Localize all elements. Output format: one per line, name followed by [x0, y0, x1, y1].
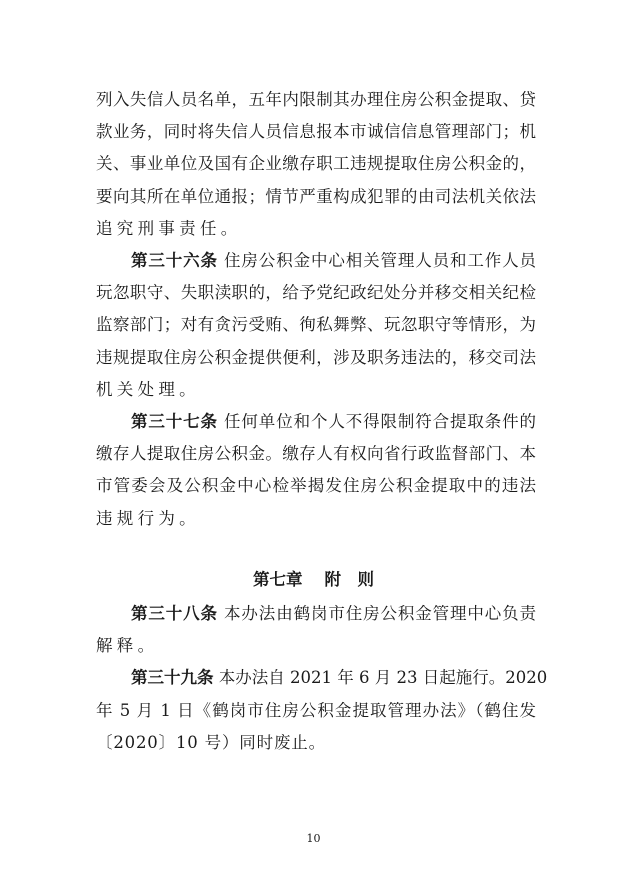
text-line: 列入失信人员名单，五年内限制其办理住房公积金提取、贷 — [96, 90, 536, 109]
text-line: 款业务，同时将失信人员信息报本市诚信信息管理部门；机 — [96, 122, 536, 141]
article-38-title: 第三十八条 — [131, 604, 218, 623]
text-line: 本办法自 2021 年 6 月 23 日起施行。2020 — [218, 668, 548, 687]
text-line: 关、事业单位及国有企业缴存职工违规提取住房公积金的， — [96, 154, 536, 173]
text-line: 要向其所在单位通报；情节严重构成犯罪的由司法机关依法 — [96, 187, 536, 206]
text-line: 违规行为。 — [96, 509, 200, 528]
text-line: 年 5 月 1 日《鹤岗市住房公积金提取管理办法》（鹤住发 — [96, 701, 536, 720]
article-39-first-line — [131, 664, 548, 688]
page-number: 10 — [306, 832, 321, 845]
text-line: 〔2020〕10 号）同时废止。 — [96, 733, 326, 752]
text-line: 玩忽职守、失职渎职的，给予党纪政纪处分并移交相关纪检 — [96, 283, 536, 302]
article-38-first-line — [131, 600, 536, 624]
text-line: 住房公积金中心相关管理人员和工作人员 — [224, 251, 537, 270]
article-39-title: 第三十九条 — [131, 668, 214, 687]
text-line: 解释。 — [96, 636, 159, 655]
article-36-first-line — [131, 247, 536, 271]
text-line: 本办法由鹤岗市住房公积金管理中心负责 — [224, 604, 537, 623]
chapter-heading — [0, 566, 627, 590]
text-line: 违规提取住房公积金提供便利，涉及职务违法的，移交司法 — [96, 348, 536, 367]
text-line: 追究刑事责任。 — [96, 219, 242, 238]
chapter-number: 第七章 — [253, 570, 303, 589]
text-line: 市管委会及公积金中心检举揭发住房公积金提取中的违法 — [96, 476, 536, 495]
chapter-name: 附 则 — [324, 570, 374, 589]
text-line: 任何单位和个人不得限制符合提取条件的 — [224, 412, 537, 431]
article-37-first-line — [131, 408, 536, 432]
article-37-title: 第三十七条 — [131, 412, 218, 431]
text-line: 监察部门；对有贪污受贿、徇私舞弊、玩忽职守等情形，为 — [96, 315, 536, 334]
text-line: 缴存人提取住房公积金。缴存人有权向省行政监督部门、本 — [96, 444, 536, 463]
text-line: 机关处理。 — [96, 380, 200, 399]
article-36-title: 第三十六条 — [131, 251, 218, 270]
